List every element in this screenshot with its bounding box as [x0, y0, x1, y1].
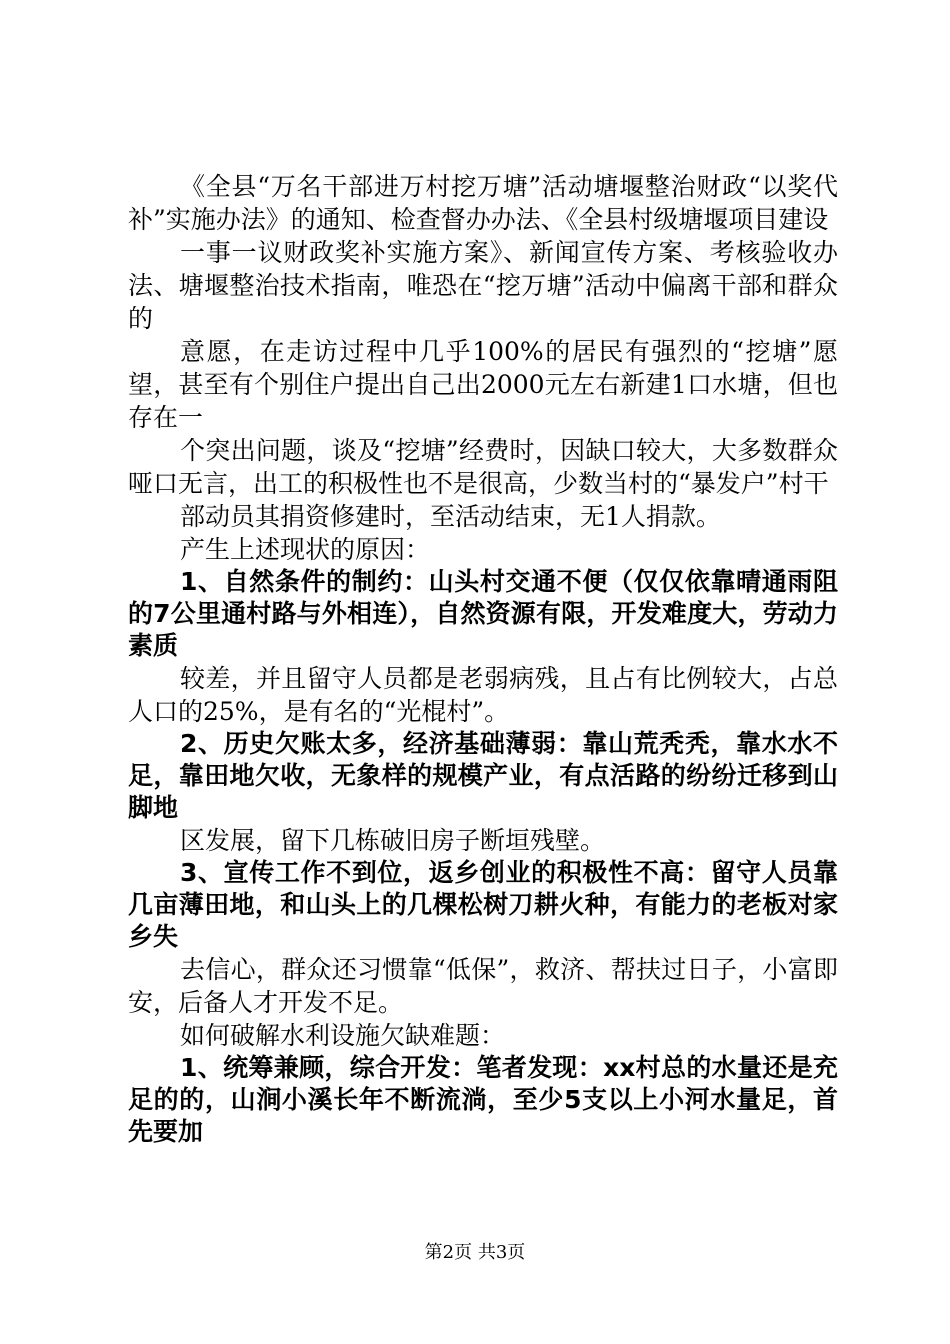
paragraph-12: 去信心，群众还习惯靠“低保”，救济、帮扶过日子，小富即安，后备人才开发不足。: [128, 955, 838, 1017]
page-footer: 第2页 共3页: [424, 1242, 526, 1263]
paragraph-10: 区发展，留下几栋破旧房子断垣残壁。: [180, 826, 606, 855]
paragraph-8: 较差，并且留守人员都是老弱病残，且占有比例较大，占总人口的25%，是有名的“光棍村”。: [128, 664, 838, 726]
paragraph-6: 产生上述现状的原因：: [180, 535, 431, 564]
paragraph-1: 《全县“万名干部进万村挖万塘”活动塘堰整治财政“以奖代补”实施办法》的通知、检查督办办法、《全县村级塘堰项目建设: [128, 172, 838, 234]
paragraph-3: 意愿，在走访过程中几乎100%的居民有强烈的“挖塘”愿望，甚至有个别住户提出自己出2000元左右新建1口水塘，但也存在一: [128, 337, 838, 432]
paragraph-14: 1、统筹兼顾，综合开发：笔者发现：xx村总的水量还是充足的的，山涧小溪长年不断流淌，至少5支以上小河水量足，首先要加: [128, 1053, 838, 1146]
paragraph-7: 1、自然条件的制约：山头村交通不便（仅仅依靠晴通雨阻的7公里通村路与外相连），自然资源有限，开发难度大，劳动力素质: [128, 567, 838, 660]
paragraph-11: 3、宣传工作不到位，返乡创业的积极性不高：留守人员靠几亩薄田地，和山头上的几棵松树刀耕火种，有能力的老板对家乡失: [128, 858, 838, 951]
paragraph-2: 一事一议财政奖补实施方案》、新闻宣传方案、考核验收办法、塘堰整治技术指南，唯恐在“挖万塘”活动中偏离干部和群众的: [128, 238, 838, 333]
paragraph-5: 部动员其捐资修建时，至活动结束，无1人捐款。: [180, 502, 721, 531]
paragraph-4: 个突出问题，谈及“挖塘”经费时，因缺口较大，大多数群众哑口无言，出工的积极性也不是很高，少数当村的“暴发户”村干: [128, 436, 838, 498]
document-body: [128, 170, 838, 1148]
paragraph-9: 2、历史欠账太多，经济基础薄弱：靠山荒秃秃，靠水水不足，靠田地欠收，无象样的规模产业，有点活路的纷纷迁移到山脚地: [128, 729, 838, 822]
paragraph-13: 如何破解水利设施欠缺难题：: [180, 1021, 506, 1050]
